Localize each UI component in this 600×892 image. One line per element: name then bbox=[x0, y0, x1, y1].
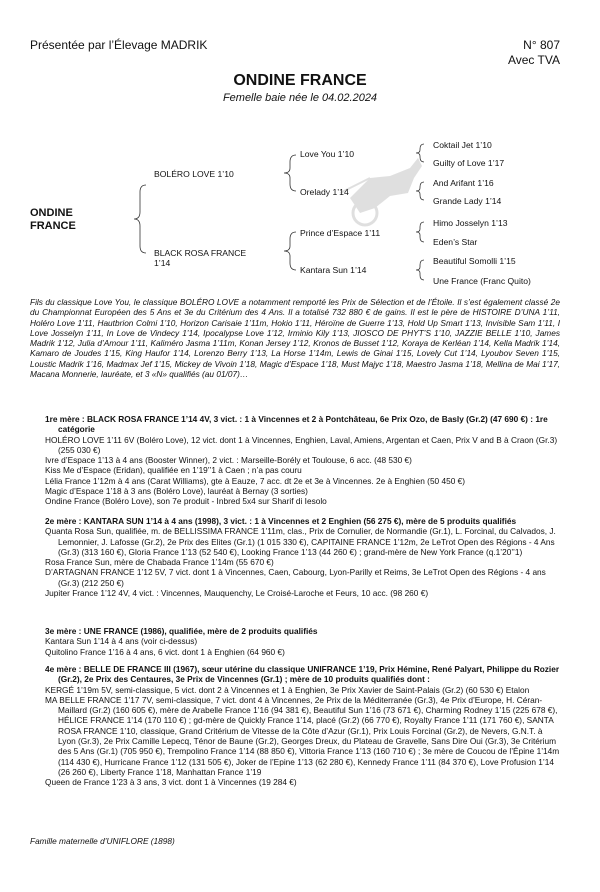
second-dam-line: Jupiter France 1’12 4V, 4 vict. : Vincennes, Mauquenchy, Le Croisé-Laroche et Feurs, 10 acc. (98 260 €) bbox=[45, 588, 429, 599]
sire-intro-paragraph: Fils du classique Love You, le classique BOLÉRO LOVE a notamment remporté les Prix de Sélection et de l’Étoile. Il s’est également classé 2e du Championnat Européen des 5 Ans et 3e du Critérium des 4 Ans. Il a totalisé 732 880 € de gains. Il est le père de HISTOIRE D’UNA 1’11, Holéro Love 1’11, Hautbrion Colmi 1’10, Horizon Carisaie 1’11m, Hokio 1’11, Héroïne de Guerre 1’13, Hold Up Smart 1’13, Invisible Sam 1’11, I Love Josselyn 1’11, In Love de Vindecy 1’14, Ipocalypse Love 1’12, Irminio Kily 1’13, JIOSCO DE PHYT’S 1’10, JAZZIE BELLE 1’10, James Madrik 1’12, Julia d’Amour 1’11, Kaliméro Jasma 1’11m, Konan Jersey 1’12, Kronos de Busset 1’12, Koraya de Kerléan 1’14, Kella Madrik 1’14, Kamaro de Joudes 1’15, King Haufor 1’14, Lorenzo Berry 1’13, La Horse 1’14m, Lewis de Ginai 1’15, Lovely Cut 1’14, Lyoubov Seven 1’15, Loustic Madrik 1’16, Madmax Jef 1’15, Mickey de Vivoin 1’18, Magic d’Espace 1’18, Must Majyc 1’18, Maestro Jasma 1’18, Mellina de Mai 1’17, Macana Monnerie, lauréate, et 3 «N» qualifiés (au 01/07)… bbox=[30, 297, 560, 380]
pedigree-sire-dam: Orelady 1’14 bbox=[300, 187, 349, 197]
first-dam-heading: 1re mère : BLACK ROSA FRANCE 1’14 4V, 3 vict. : 1 à Vincennes et 2 à Pontchâteau, 6e Prix Ozo, de Basly (Gr.2) (47 690 €) : 1re catégorie bbox=[45, 414, 548, 435]
lot-number: N° 807 bbox=[523, 38, 560, 52]
pedigree-dam bbox=[154, 248, 246, 268]
pedigree-dam-line2: 1’14 bbox=[154, 258, 171, 268]
first-dam-line: Ondine France (Boléro Love), son 7e produit - Inbred 5x4 sur Sharif di Iesolo bbox=[45, 496, 327, 507]
pedigree-ggp-2: Guilty of Love 1’17 bbox=[433, 158, 505, 168]
second-dam-line: D’ARTAGNAN FRANCE 1’12 5V, 7 vict. dont 1 à Vincennes, Caen, Cabourg, Lyon-Parilly et Reims, 3e LeTrot Open des Régions - 4 ans (Gr.3) (212 250 €) bbox=[45, 567, 546, 588]
third-dam-line: Kantara Sun 1’14 à 4 ans (voir ci-dessus) bbox=[45, 636, 198, 647]
horse-description: Femelle baie née le 04.02.2024 bbox=[222, 92, 378, 104]
pedigree-dam-dam: Kantara Sun 1’14 bbox=[300, 265, 367, 275]
second-dam-line: Rosa France Sun, mère de Chabada France 1’14m (55 670 €) bbox=[45, 557, 274, 568]
pedigree-dam-sire: Prince d’Espace 1’11 bbox=[300, 228, 381, 238]
pedigree-ggp-3: And Arifant 1’16 bbox=[433, 178, 494, 188]
pedigree-ggp-7: Beautiful Somolli 1’15 bbox=[433, 256, 516, 266]
first-dam-line: HOLÉRO LOVE 1’11 6V (Boléro Love), 12 vict. dont 1 à Vincennes, Enghien, Laval, Amiens, Argentan et Caen, Prix V and B à Craon (Gr.3) (255 030 €) bbox=[45, 434, 558, 455]
fourth-dam-section bbox=[30, 664, 560, 788]
horse-title: ONDINE FRANCE bbox=[233, 72, 367, 89]
pedigree-brackets bbox=[0, 0, 600, 290]
second-dam-heading: 2e mère : KANTARA SUN 1’14 à 4 ans (1998), 3 vict. : 1 à Vincennes et 2 Enghien (56 275 €), mère de 5 produits qualifiés bbox=[45, 516, 517, 526]
second-dam-section bbox=[30, 516, 560, 598]
pedigree-ggp-1: Coktail Jet 1’10 bbox=[433, 140, 492, 150]
first-dam-line: Magic d’Espace 1’18 à 3 ans (Boléro Love), lauréat à Bernay (3 sorties) bbox=[45, 486, 308, 497]
third-dam-section bbox=[30, 626, 560, 657]
fourth-dam-line: Queen de France 1’23 à 3 ans, 3 vict. dont 1 à Vincennes (19 284 €) bbox=[45, 777, 297, 788]
pedigree-subject bbox=[30, 207, 76, 233]
pedigree-dam-line1: BLACK ROSA FRANCE bbox=[154, 248, 247, 258]
pedigree-ggp-6: Eden’s Star bbox=[433, 237, 478, 247]
pedigree-sire-sire: Love You 1’10 bbox=[300, 149, 355, 159]
pedigree-sire: BOLÉRO LOVE 1’10 bbox=[154, 169, 234, 179]
maternal-family-note: Famille maternelle d’UNIFLORE (1898) bbox=[30, 836, 175, 846]
fourth-dam-line: KERGÉ 1’19m 5V, semi-classique, 5 vict. dont 2 à Vincennes et 1 à Enghien, 3e Prix Xavier de Saint-Palais (Gr.2) (60 530 €) Etalon bbox=[45, 684, 530, 695]
first-dam-section bbox=[30, 414, 560, 507]
pedigree-subject-line2: FRANCE bbox=[30, 220, 76, 232]
third-dam-heading: 3e mère : UNE FRANCE (1986), qualifiée, mère de 2 produits qualifiés bbox=[45, 626, 318, 636]
second-dam-line: Quanta Rosa Sun, qualifiée, m. de BELLISSIMA FRANCE 1’11m, clas., Prix de Cornulier, de Normandie (Gr.1), L. Forcinal, du Calvados, J. Lemonnier, J. Lafosse (Gr.2), 2e Prix des Elites (Gr.1) (1 015 330 €), CAPITAINE FRANCE 1’12m, 2e LeTrot Open des Régions - 4 Ans (Gr.3) (313 160 €), Gloria France 1’13 (52 540 €), Looking France 1’13 (44 260 €) ; grand-mère de New York France (q.1’20’’1) bbox=[45, 526, 556, 557]
first-dam-line: Kiss Me d’Espace (Eridan), qualifiée en 1’19’’1 à Caen ; n’a pas couru bbox=[45, 465, 302, 476]
vat-label: Avec TVA bbox=[507, 53, 560, 67]
third-dam-line: Quitolino France 1’16 à 4 ans, 6 vict. dont 1 à Enghien (64 960 €) bbox=[45, 646, 285, 657]
fourth-dam-heading: 4e mère : BELLE DE FRANCE III (1967), sœur utérine du classique UNIFRANCE 1’19, Prix Hémine, René Palyart, Philippe du Rozier (Gr.2), 2e Prix des Centaures, 3e Prix de Vincennes (Gr.1) ; mère de 10 produits qualifiés dont : bbox=[45, 664, 560, 685]
pedigree-subject-line1: ONDINE bbox=[30, 207, 73, 219]
pedigree-ggp-5: Himo Josselyn 1’13 bbox=[433, 218, 508, 228]
pedigree-ggp-8: Une France (Franc Quito) bbox=[433, 276, 531, 286]
pedigree-ggp-4: Grande Lady 1’14 bbox=[433, 196, 502, 206]
first-dam-line: Ivre d’Espace 1’13 à 4 ans (Booster Winner), 2 vict. : Marseille-Borély et Toulouse, 6 acc. (48 530 €) bbox=[45, 455, 412, 466]
presenter: Présentée par l’Élevage MADRIK bbox=[30, 38, 208, 52]
first-dam-line: Lélia France 1’12m à 4 ans (Carat Williams), gte à Eauze, 7 acc. dt 2e et 3e à Vincennes. 2e à Enghien (50 450 €) bbox=[45, 475, 466, 486]
fourth-dam-line: MA BELLE FRANCE 1’17 7V, semi-classique, 7 vict. dont 4 à Vincennes, 2e Prix de la Méditerranée (Gr.3), 4e Prix d’Europe, H. Céran-Maillard (Gr.2) (160 605 €), mère de Arabelle France 1’16 (94 381 €), Beautiful Sun 1’16 (73 671 €), Charming Rodney 1’15 (225 678 €), HÉLICE FRANCE 1’14 (170 110 €) ; gd-mère de Quickly France 1’14, placé (Gr.2) (66 770 €), Royalty France 1’11 (171 760 €), SANTA ROSA FRANCE 1’10, classique, Grand Critérium de Vitesse de la Côte d’Azur (Gr.1), Prix Louis Forcinal (Gr.2), de Nevers, G.N.T. à Lyon (Gr.3), 2e Prix Camille Lepecq, Ténor de Baune (Gr.2), Georges Dreux, du Plateau de Gravelle, Sans Dire Oui (Gr.3), 3e Critérium des 5 Ans (Gr.1) (705 950 €), Trempolino France 1’14 (88 850 €), Vittoria France 1’13 (160 710 €) ; 3e mère de Coucou de l’Épine 1’14m (114 430 €), Hurricane France 1’12 (131 505 €), Joker de l’Epine 1’13 (62 280 €), Kennedy France 1’11 (84 370 €), Love Profusion 1’14 (26 260 €), Liberty France 1’18, Manhattan France 1’19 bbox=[45, 694, 560, 777]
